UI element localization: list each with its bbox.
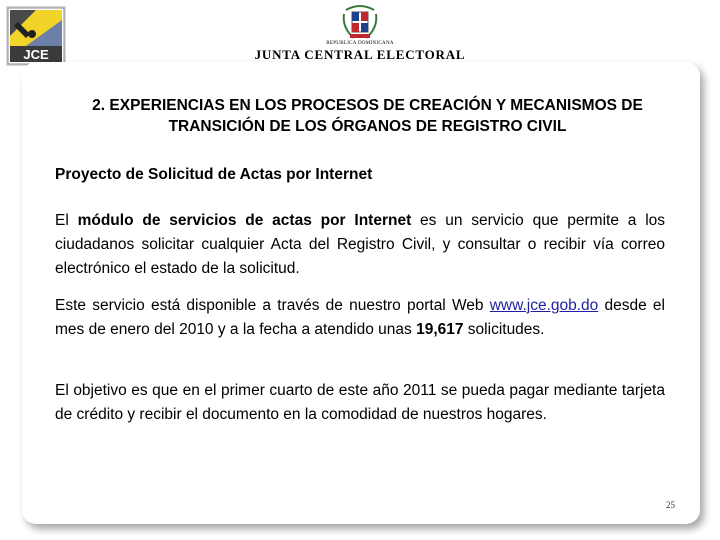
p1-lead: El — [55, 212, 78, 229]
p2-end: solicitudes. — [463, 321, 545, 338]
heading-line-1: 2. EXPERIENCIAS EN LOS PROCESOS DE CREACIÓN Y MECANISMOS DE — [92, 97, 643, 114]
paragraph-3: El objetivo es que en el primer cuarto de este año 2011 se pueda pagar mediante tarjeta de crédito y recibir el documento en la comodidad de nuestros hogares. — [55, 382, 665, 423]
paragraph-2 — [55, 294, 665, 342]
p1-rest: es un servicio que permite a los ciudadanos solicitar cualquier Acta del Registro Civil, y consultar o recibir vía correo electrónico el estado de la solicitud. — [55, 212, 666, 277]
slide-heading — [40, 95, 695, 137]
p2-lead: Este servicio está disponible a través de nuestro portal Web — [55, 297, 490, 314]
heading-line-2: TRANSICIÓN DE LOS ÓRGANOS DE REGISTRO CIVIL — [168, 118, 567, 135]
p2-count: 19,617 — [416, 321, 464, 338]
paragraph-1 — [55, 209, 665, 281]
logo-text: JCE — [23, 47, 49, 62]
country-name: REPUBLICA DOMINICANA — [326, 41, 394, 46]
coat-of-arms-icon — [340, 4, 380, 44]
p2-mid: desde el mes de enero del 2010 y a la fecha a atendido unas — [55, 297, 665, 338]
section-subtitle: Proyecto de Solicitud de Actas por Internet — [55, 166, 373, 183]
portal-link[interactable]: www.jce.gob.do — [489, 297, 599, 314]
jce-logo — [6, 6, 66, 66]
p1-bold: módulo de servicios de actas por Internet — [77, 212, 412, 229]
organization-name: JUNTA CENTRAL ELECTORAL — [254, 47, 466, 62]
page-number: 25 — [666, 500, 675, 510]
